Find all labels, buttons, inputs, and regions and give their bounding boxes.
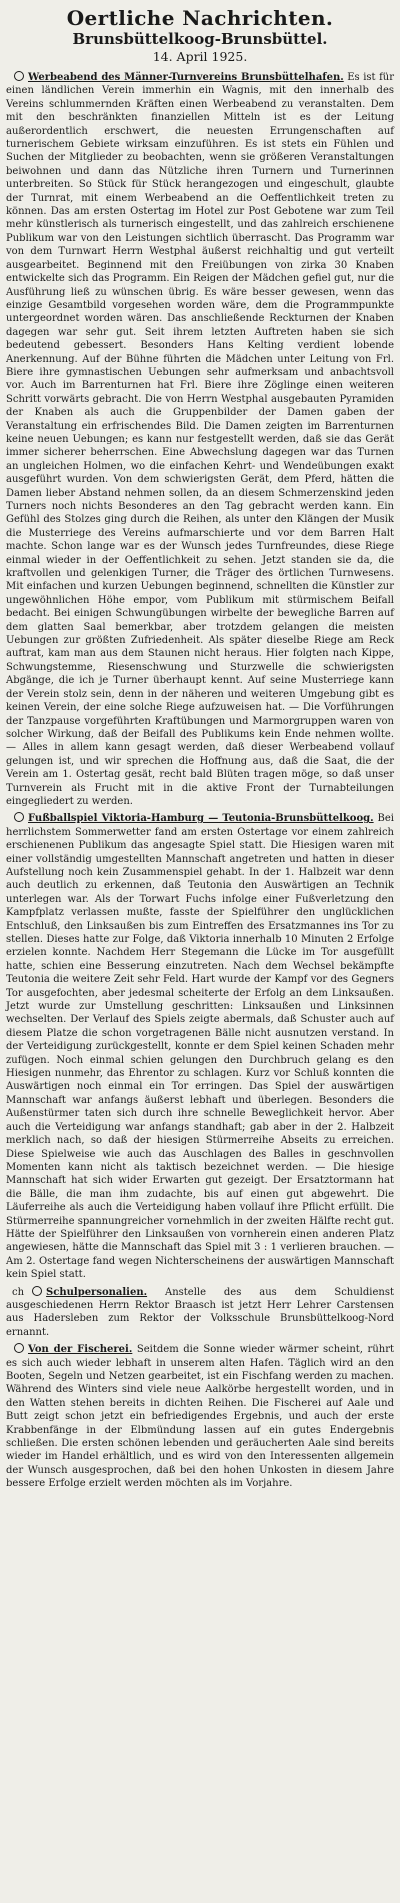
article-fussballspiel	[6, 812, 394, 1281]
article-prefix: ch	[12, 1286, 25, 1298]
article-body: Bei herrlichstem Sommerwetter fand am ersten Ostertage vor einem zahlreich erschienenen Publikum das angesagte Spiel statt. Die Hiesigen waren mit einer vollständig umgestellten Mannschaft angetreten und hatten in dieser Aufstellung noch kein Zusammenspiel gehabt. In der 1. Halbzeit war denn auch deutlich zu erkennen, daß Teutonia den Auswärtigen an Technik unterlegen war. Als der Torwart Fuchs infolge einer Fußverletzung den Kampfplatz verlassen mußte, fasste der Spielführer den unglücklichen Entschluß, den Linksaußen bis zum Eintreffen des Ersatzmannes ins Tor zu stellen. Dieses hatte zur Folge, daß Viktoria innerhalb 10 Minuten 2 Erfolge erzielen konnte. Nachdem Herr Stegemann die Lücke im Tor ausgefüllt hatte, schien eine Besserung einzutreten. Nach dem Wechsel bekämpfte Teutonia die weitere Zeit sehr Feld. Hart wurde der Kampf vor des Gegners Tor ausgefochten, aber jedesmal scheiterte der Erfolg an dem Linksaußen. Jetzt wurde zur Umstellung geschritten: Linksaußen und Linksinnen wechselten. Der Verlauf des Spiels zeigte abermals, daß Schuster auch auf diesem Platze die schon vorgetragenen Bälle nicht ausnutzen verstand. In der Verteidigung zurückgestellt, konnte er dem Spiel keinen Schaden mehr zufügen. Noch einmal schien gelungen den Durchbruch gelang es den Hiesigen nunmehr, das Ehrentor zu schlagen. Kurz vor Schluß konnten die Auswärtigen noch einmal ein Tor erringen. Das Spiel der auswärtigen Mannschaft war anfangs äußerst lebhaft und überlegen. Besonders die Außenstürmer taten sich durch ihre schnelle Beweglichkeit hervor. Aber auch die Verteidigung war anfangs standhaft; gab aber in der 2. Halbzeit merklich nach, so daß der hiesigen Stürmerreihe Abseits zu erreichen. Diese Spielweise wie auch das Auschlagen des Balles in geschnvollen Momenten kann nicht als taktisch bezeichnet werden. — Die hiesige Mannschaft hat sich wider Erwarten gut gezeigt. Der Ersatztormann hat die Bälle, die man ihm zudachte, bis auf einen gut abgewehrt. Die Läuferreihe als auch die Verteidigung haben vollauf ihre Pflicht erfüllt. Die Stürmerreihe spannungreicher vornehmlich in der zweiten Hälfte recht gut. Hätte der Spielführer den Linksaußen von vornherein einen anderen Platz angewiesen, hätte die Mannschaft das Spiel mit 3 : 1 verlieren brauchen. — Am 2. Ostertage fand wegen Nichterscheinens der auswärtigen Mannschaft kein Spiel statt.	[6, 813, 394, 1281]
article-headline: Von der Fischerei.	[28, 1344, 133, 1356]
article-fischerei	[6, 1343, 394, 1490]
article-body: Es ist für einen ländlichen Verein immerhin ein Wagnis, mit den innerhalb des Vereins schlummernden Kräften einen Werbeabend zu veranstalten. Dem mit den beschränkten finanziellen Mitteln ist es der Leitung außerordentlich erschwert, die neuesten Errungenschaften auf turnerischem Gebiete wirksam einzuführen. Es ist stets ein Fühlen und Suchen der Mitglieder zu beobachten, wenn sie größeren Veranstaltungen beiwohnen und dann das Nützliche ihren Turnern und Turnerinnen unterbreiten. So Stück für Stück herangezogen und eingeschult, glaubte der Turnrat, mit einem Werbeabend an die Oeffentlichkeit treten zu können. Das am ersten Ostertag im Hotel zur Post Gebotene war zum Teil mehr künstlerisch als turnerisch eingestellt, und das zahlreich erschienene Publikum war von den Leistungen sichtlich überrascht. Das Programm war von dem Turnwart Herrn Westphal äußerst reichhaltig und gut verteilt ausgearbeitet. Beginnend mit den Freiübungen von zirka 30 Knaben entwickelte sich das Programm. Ein Reigen der Mädchen gefiel gut, nur die Ausführung ließ zu wünschen übrig. Es wäre besser gewesen, wenn das einzige Gesamtbild vorgesehen worden wäre, dem die Programmpunkte untergeordnet worden wären. Das anschließende Reckturnen der Knaben dagegen war sehr gut. Seit ihrem letzten Auftreten haben sie sich bedeutend gebessert. Besonders Hans Kelting verdient lobende Anerkennung. Auf der Bühne führten die Mädchen unter Leitung von Frl. Biere ihre gymnastischen Uebungen sehr aufmerksam und anbachtsvoll vor. Auch im Barrenturnen hat Frl. Biere ihre Zöglinge einen weiteren Schritt vorwärts gebracht. Die von Herrn Westphal ausgebauten Pyramiden der Knaben als auch die Gruppenbilder der Damen gaben der Veranstaltung ein erfrischendes Bild. Die Damen zeigten im Barrenturnen keine neuen Uebungen; es kann nur festgestellt werden, daß sie das Gerät immer sicherer beherrschen. Eine Abwechslung dagegen war das Turnen an ungleichen Holmen, wo die einfachen Kehrt- und Wendeübungen exakt ausgeführt wurden. Von dem schwierigsten Gerät, dem Pferd, hätten die Damen lieber Abstand nehmen sollen, da an diesem Schmerzenskind jeden Turners noch nichts Besonderes an den Tag gebracht werden kann. Ein Gefühl des Stolzes ging durch die Reihen, als unter den Klängen der Musik die Musterriege des Vereins aufmarschierte und vor dem Barren Halt machte. Schon lange war es der Wunsch jedes Turnfreundes, diese Riege einmal wieder in der Oeffentlichkeit zu sehen. Jetzt standen sie da, die kraftvollen und gelenkigen Turner, die Träger des örtlichen Turnwesens. Mit einfachen und kurzen Uebungen beginnend, schnellten die Künstler zur ungewöhnlichen Höhe empor, vom Publikum mit stürmischem Beifall bedacht. Bei einigen Schwungübungen wirbelte der bewegliche Barren auf dem glatten Saal bemerkbar, aber trotzdem gelangen die meisten Uebungen zur größten Zufriedenheit. Als später dieselbe Riege am Reck auftrat, kam man aus dem Staunen nicht heraus. Hier folgten nach Kippe, Schwungstemme, Riesenschwung und Sturzwelle die schwierigsten Abgänge, die ich je Turner überhaupt kennt. Auf seine Musterriege kann der Verein stolz sein, denn in der näheren und weiteren Umgebung gibt es keinen Verein, der eine solche Riege aufzuweisen hat. — Die Vorführungen der Tanzpause vorgeführten Kraftübungen und Marmorgruppen waren von solcher Wirkung, daß der Beifall des Publikums kein Ende nehmen wollte. — Alles in allem kann gesagt werden, daß dieser Werbeabend vollauf gelungen ist, und wir sprechen die Hoffnung aus, daß die Saat, die der Verein am 1. Ostertag gesät, recht bald Blüten tragen möge, so daß unser Turnverein als Frucht mit in die aktive Front der Turnabteilungen eingegliedert zu werden.	[6, 72, 394, 807]
article-body: Seitdem die Sonne wieder wärmer scheint, rührt es sich auch wieder lebhaft in unserem alten Hafen. Täglich wird an den Booten, Segeln und Netzen gearbeitet, ist ein Fischfang werden zu machen. Während des Winters sind viele neue Aalkörbe hergestellt worden, und in den Watten stehen bereits in dichten Reihen. Die Fischerei auf Aale und Butt zeigt schon jetzt ein befriedigendes Ergebnis, und auch der erste Krabbenfänge in der Elbmündung lassen auf ein gutes Endergebnis schließen. Die ersten schönen lebenden und geräucherten Aale sind bereits wieder im Handel erhältlich, und es wird von den Interessenten allgemein der Wunsch ausgesprochen, daß bei den hohen Unkosten in diesem Jahre bessere Erfolge erzielt werden möchten als im Vorjahre.	[6, 1344, 394, 1490]
article-schulpersonalien	[6, 1286, 394, 1340]
article-body: Anstelle des aus dem Schuldienst ausgeschiedenen Herrn Rektor Braasch ist jetzt Herr Lehrer Carstensen aus Hadersleben zum Rektor der Volksschule Brunsbüttelkoog-Nord ernannt.	[6, 1286, 394, 1338]
circle-bullet-icon	[32, 1286, 42, 1296]
circle-bullet-icon	[14, 71, 24, 81]
article-werbeabend	[6, 71, 394, 808]
section-subtitle: Brunsbüttelkoog-Brunsbüttel.	[72, 30, 328, 48]
circle-bullet-icon	[14, 812, 24, 822]
article-headline: Schulpersonalien.	[46, 1286, 148, 1298]
section-title: Oertliche Nachrichten.	[66, 6, 334, 30]
article-headline: Werbeabend des Männer-Turnvereins Brunsbüttelhafen.	[28, 72, 344, 83]
issue-date: 14. April 1925.	[152, 49, 248, 64]
article-headline: Fußballspiel Viktoria-Hamburg — Teutonia-Brunsbüttelkoog.	[28, 813, 374, 825]
circle-bullet-icon	[14, 1343, 24, 1353]
